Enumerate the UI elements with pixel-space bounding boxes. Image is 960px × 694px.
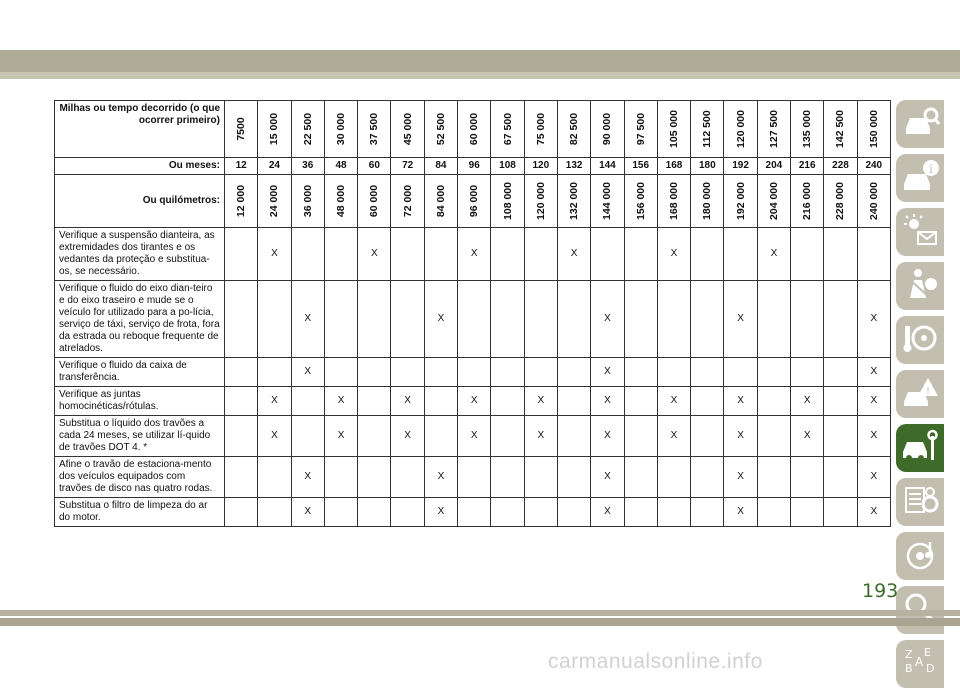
service-mark <box>691 358 724 387</box>
service-mark <box>824 387 857 416</box>
km-header-cell <box>824 175 857 228</box>
miles-header-text: 37 500 <box>368 112 381 146</box>
service-mark <box>458 498 491 527</box>
svg-text:A: A <box>915 654 924 669</box>
tab-specifications-gear[interactable] <box>896 478 944 526</box>
service-mark <box>791 457 824 498</box>
miles-header-text: 67 500 <box>501 112 514 146</box>
km-header-text: 204 000 <box>767 182 780 220</box>
months-header-cell: 24 <box>258 158 291 175</box>
multimedia-music-icon <box>900 534 940 579</box>
miles-header-cell <box>724 101 757 158</box>
service-mark <box>225 358 258 387</box>
service-mark: X <box>391 416 424 457</box>
service-mark <box>225 228 258 281</box>
months-header-cell: 108 <box>491 158 524 175</box>
service-mark <box>491 498 524 527</box>
service-mark <box>424 228 457 281</box>
months-header-cell: 228 <box>824 158 857 175</box>
km-header-cell <box>524 175 557 228</box>
service-mark <box>624 228 657 281</box>
months-header-cell: 192 <box>724 158 757 175</box>
service-mark <box>857 228 890 281</box>
km-header-cell <box>557 175 590 228</box>
service-mark: X <box>324 416 357 457</box>
months-header-cell: 240 <box>857 158 890 175</box>
miles-header-text: 105 000 <box>668 110 680 148</box>
km-header-text: 180 000 <box>701 182 714 220</box>
service-mark <box>391 228 424 281</box>
service-mark <box>458 358 491 387</box>
miles-header-cell <box>757 101 790 158</box>
service-mark: X <box>724 281 757 358</box>
miles-header-text: 52 500 <box>434 112 447 146</box>
service-mark <box>691 498 724 527</box>
service-mark: X <box>324 387 357 416</box>
months-header-cell: 48 <box>324 158 357 175</box>
service-mark <box>424 387 457 416</box>
service-mark: X <box>291 498 324 527</box>
service-mark: X <box>258 416 291 457</box>
months-header-cell: 96 <box>458 158 491 175</box>
service-mark: X <box>791 387 824 416</box>
service-mark <box>757 281 790 358</box>
service-mark <box>258 498 291 527</box>
service-mark <box>524 457 557 498</box>
service-mark: X <box>857 457 890 498</box>
service-mark <box>691 281 724 358</box>
maintenance-schedule-table <box>54 100 891 527</box>
service-mark <box>225 498 258 527</box>
miles-header-text: 142 500 <box>834 110 847 148</box>
service-mark: X <box>857 281 890 358</box>
tab-car-info[interactable] <box>896 154 944 202</box>
watermark: carmanualsonline.info <box>548 650 763 673</box>
service-mark <box>557 358 590 387</box>
service-mark: X <box>724 457 757 498</box>
km-header-cell <box>791 175 824 228</box>
km-header-cell <box>258 175 291 228</box>
miles-header-cell <box>491 101 524 158</box>
service-mark: X <box>724 498 757 527</box>
service-mark: X <box>791 416 824 457</box>
service-mark <box>491 281 524 358</box>
service-mark <box>691 457 724 498</box>
km-header-row <box>55 175 891 228</box>
alphabet-index-icon <box>900 642 940 687</box>
service-mark <box>757 457 790 498</box>
service-description: Verifique as juntas homocinéticas/rótulas. <box>55 387 225 416</box>
svg-text:B: B <box>905 661 913 675</box>
service-mark <box>291 387 324 416</box>
service-mark <box>557 498 590 527</box>
top-decor-band <box>0 50 960 72</box>
table-row <box>55 387 891 416</box>
service-mark <box>358 457 391 498</box>
service-description: Verifique a suspensão dianteira, as extremidades dos tirantes e os vedantes da proteção e substitua-os, se necessário. <box>55 228 225 281</box>
service-mark: X <box>591 416 624 457</box>
km-header-text: 120 000 <box>534 182 547 220</box>
service-mark <box>691 416 724 457</box>
miles-header-cell <box>225 101 258 158</box>
seatbelt-airbag-icon <box>900 264 940 309</box>
miles-header-cell <box>391 101 424 158</box>
service-mark <box>624 387 657 416</box>
tab-steering-wheel-key[interactable] <box>896 316 944 364</box>
km-header-text: 228 000 <box>834 182 847 220</box>
service-mark <box>391 358 424 387</box>
miles-header-cell <box>258 101 291 158</box>
months-header-cell: 168 <box>657 158 690 175</box>
km-header-label: Ou quilómetros: <box>55 175 225 228</box>
service-mark: X <box>291 457 324 498</box>
service-mark <box>824 281 857 358</box>
months-header-label: Ou meses: <box>55 158 225 175</box>
miles-header-cell <box>591 101 624 158</box>
months-header-cell: 180 <box>691 158 724 175</box>
miles-header-cell <box>524 101 557 158</box>
service-mark: X <box>591 358 624 387</box>
service-mark: X <box>591 457 624 498</box>
miles-header-cell <box>824 101 857 158</box>
miles-header-cell <box>358 101 391 158</box>
miles-header-text: 82 500 <box>568 112 581 146</box>
table-row <box>55 457 891 498</box>
tab-warning-light-message[interactable] <box>896 208 944 256</box>
service-description: Verifique o fluido do eixo dian-teiro e do eixo traseiro e mude se o veículo for utilizado para a po-lícia, serviço de táxi, serviço de frota, fora da estrada ou reboque frequente de atrelados. <box>55 281 225 358</box>
service-mark: X <box>857 416 890 457</box>
service-mark <box>691 228 724 281</box>
car-wrench-icon <box>900 426 940 471</box>
service-mark: X <box>424 498 457 527</box>
service-mark <box>591 228 624 281</box>
miles-header-text: 15 000 <box>268 112 281 146</box>
service-mark <box>291 416 324 457</box>
km-header-text: 12 000 <box>235 184 248 218</box>
service-mark <box>324 358 357 387</box>
service-mark <box>324 281 357 358</box>
miles-header-label: Milhas ou tempo decorrido (o que ocorrer primeiro) <box>55 101 225 158</box>
service-mark <box>491 228 524 281</box>
car-hazard-icon <box>900 372 940 417</box>
km-header-text: 240 000 <box>867 182 880 220</box>
service-mark <box>424 358 457 387</box>
service-description: Substitua o líquido dos travões a cada 24 meses, se utilizar lí-quido de travões DOT 4. * <box>55 416 225 457</box>
service-mark <box>757 416 790 457</box>
service-mark: X <box>258 228 291 281</box>
km-header-cell <box>757 175 790 228</box>
km-header-cell <box>291 175 324 228</box>
service-mark <box>624 457 657 498</box>
km-header-text: 84 000 <box>434 184 447 218</box>
miles-header-cell <box>657 101 690 158</box>
chapter-tabs <box>896 100 944 694</box>
service-mark <box>258 358 291 387</box>
service-mark <box>225 281 258 358</box>
service-mark <box>724 228 757 281</box>
page-number: 193 <box>862 580 899 602</box>
car-info-icon <box>900 156 940 201</box>
miles-header-cell <box>624 101 657 158</box>
table-row <box>55 228 891 281</box>
service-mark: X <box>724 387 757 416</box>
service-mark <box>491 387 524 416</box>
miles-header-text: 97 500 <box>634 112 647 146</box>
service-mark: X <box>657 416 690 457</box>
bottom-decor-band-dark <box>0 618 960 626</box>
km-header-cell <box>724 175 757 228</box>
service-mark: X <box>524 387 557 416</box>
service-mark <box>491 358 524 387</box>
service-mark <box>524 228 557 281</box>
miles-header-text: 45 000 <box>401 112 414 146</box>
service-mark <box>391 457 424 498</box>
svg-text:Z: Z <box>905 647 913 661</box>
miles-header-cell <box>324 101 357 158</box>
service-mark: X <box>424 457 457 498</box>
service-mark <box>791 281 824 358</box>
top-margin <box>0 0 960 50</box>
km-header-cell <box>358 175 391 228</box>
service-mark: X <box>724 416 757 457</box>
km-header-text: 168 000 <box>668 182 680 220</box>
miles-header-cell <box>691 101 724 158</box>
service-mark <box>491 457 524 498</box>
km-header-cell <box>657 175 690 228</box>
tab-car-wrench[interactable] <box>896 424 944 472</box>
service-mark: X <box>657 228 690 281</box>
km-header-cell <box>591 175 624 228</box>
miles-header-text: 112 500 <box>701 110 714 148</box>
service-mark: X <box>657 387 690 416</box>
miles-header-text: 90 000 <box>601 112 614 146</box>
months-header-cell: 12 <box>225 158 258 175</box>
svg-text:i: i <box>929 161 933 176</box>
specifications-gear-icon <box>900 480 940 525</box>
service-mark: X <box>857 387 890 416</box>
tab-alphabet-index[interactable] <box>896 640 944 688</box>
service-description: Substitua o filtro de limpeza do ar do motor. <box>55 498 225 527</box>
warning-light-message-icon <box>900 210 940 255</box>
miles-header-cell <box>557 101 590 158</box>
service-mark: X <box>591 498 624 527</box>
service-mark <box>491 416 524 457</box>
service-mark <box>524 498 557 527</box>
service-mark <box>757 387 790 416</box>
service-mark <box>557 281 590 358</box>
service-mark <box>624 358 657 387</box>
service-mark: X <box>857 498 890 527</box>
tab-car-magnifier[interactable] <box>896 100 944 148</box>
miles-header-row <box>55 101 891 158</box>
months-header-cell: 120 <box>524 158 557 175</box>
service-mark <box>324 457 357 498</box>
service-mark <box>657 457 690 498</box>
top-decor-band-light <box>0 72 960 79</box>
km-header-cell <box>391 175 424 228</box>
km-header-cell <box>324 175 357 228</box>
miles-header-text: 135 000 <box>801 110 814 148</box>
service-mark <box>791 358 824 387</box>
service-mark <box>258 457 291 498</box>
table-row <box>55 281 891 358</box>
service-mark <box>824 498 857 527</box>
service-mark <box>358 358 391 387</box>
miles-header-text: 127 500 <box>767 110 780 148</box>
km-header-text: 216 000 <box>801 182 814 220</box>
tab-multimedia-music[interactable] <box>896 532 944 580</box>
service-mark <box>624 498 657 527</box>
km-header-text: 36 000 <box>301 184 314 218</box>
service-mark <box>458 457 491 498</box>
service-mark: X <box>391 387 424 416</box>
service-mark: X <box>857 358 890 387</box>
service-mark: X <box>591 281 624 358</box>
service-mark: X <box>524 416 557 457</box>
service-mark <box>324 498 357 527</box>
km-header-text: 48 000 <box>335 184 348 218</box>
miles-header-cell <box>857 101 890 158</box>
service-mark <box>258 281 291 358</box>
service-mark <box>424 416 457 457</box>
service-mark <box>458 281 491 358</box>
service-mark <box>225 416 258 457</box>
km-header-text: 60 000 <box>368 184 381 218</box>
miles-header-text: 7500 <box>235 117 248 141</box>
service-mark <box>291 228 324 281</box>
km-header-cell <box>491 175 524 228</box>
service-mark <box>824 416 857 457</box>
miles-header-cell <box>458 101 491 158</box>
service-mark <box>691 387 724 416</box>
months-header-cell: 36 <box>291 158 324 175</box>
km-header-cell <box>624 175 657 228</box>
km-header-text: 132 000 <box>568 182 581 220</box>
km-header-text: 144 000 <box>601 182 614 220</box>
km-header-cell <box>458 175 491 228</box>
months-header-cell: 84 <box>424 158 457 175</box>
svg-text:D: D <box>926 661 935 675</box>
service-mark: X <box>591 387 624 416</box>
service-mark: X <box>557 228 590 281</box>
service-mark: X <box>291 281 324 358</box>
miles-header-cell <box>291 101 324 158</box>
service-mark <box>657 281 690 358</box>
months-header-cell: 72 <box>391 158 424 175</box>
service-mark: X <box>757 228 790 281</box>
service-mark: X <box>358 228 391 281</box>
miles-header-text: 60 000 <box>468 112 481 146</box>
service-description: Verifique o fluido da caixa de transferência. <box>55 358 225 387</box>
service-mark <box>225 387 258 416</box>
service-mark <box>757 358 790 387</box>
service-mark: X <box>424 281 457 358</box>
service-mark <box>391 281 424 358</box>
service-description: Afine o travão de estaciona-mento dos veículos equipados com travões de disco nas quatro rodas. <box>55 457 225 498</box>
service-mark <box>324 228 357 281</box>
months-header-cell: 204 <box>757 158 790 175</box>
service-mark <box>358 416 391 457</box>
table-row <box>55 358 891 387</box>
km-header-cell <box>691 175 724 228</box>
km-header-cell <box>857 175 890 228</box>
service-mark <box>358 387 391 416</box>
service-mark <box>657 498 690 527</box>
service-mark <box>624 416 657 457</box>
km-header-text: 24 000 <box>268 184 281 218</box>
service-mark <box>791 228 824 281</box>
service-mark <box>358 498 391 527</box>
km-header-text: 192 000 <box>734 182 747 220</box>
miles-header-text: 75 000 <box>534 112 547 146</box>
months-header-cell: 60 <box>358 158 391 175</box>
months-header-cell: 132 <box>557 158 590 175</box>
service-mark <box>524 358 557 387</box>
service-mark: X <box>458 228 491 281</box>
service-mark <box>624 281 657 358</box>
service-mark <box>557 387 590 416</box>
km-header-text: 156 000 <box>634 182 647 220</box>
miles-header-text: 120 000 <box>734 110 747 148</box>
service-mark <box>391 498 424 527</box>
car-magnifier-icon <box>900 102 940 147</box>
service-mark <box>824 228 857 281</box>
service-mark <box>791 498 824 527</box>
months-header-cell: 216 <box>791 158 824 175</box>
km-header-text: 108 000 <box>501 182 514 220</box>
service-mark: X <box>258 387 291 416</box>
service-mark <box>824 358 857 387</box>
miles-header-cell <box>424 101 457 158</box>
months-header-row <box>55 158 891 175</box>
service-mark <box>225 457 258 498</box>
service-mark <box>358 281 391 358</box>
service-mark <box>557 457 590 498</box>
service-mark <box>824 457 857 498</box>
service-mark <box>724 358 757 387</box>
km-header-text: 72 000 <box>401 184 414 218</box>
svg-text:E: E <box>924 645 931 659</box>
tab-car-hazard[interactable] <box>896 370 944 418</box>
months-header-cell: 156 <box>624 158 657 175</box>
km-header-cell <box>424 175 457 228</box>
table-row <box>55 416 891 457</box>
svg-text:!: ! <box>926 385 931 397</box>
miles-header-text: 150 000 <box>867 110 880 148</box>
km-header-cell <box>225 175 258 228</box>
bottom-decor-band <box>0 610 960 616</box>
service-mark: X <box>291 358 324 387</box>
service-mark: X <box>458 416 491 457</box>
service-mark <box>557 416 590 457</box>
service-mark: X <box>458 387 491 416</box>
miles-header-text: 22 500 <box>301 112 314 146</box>
miles-header-cell <box>791 101 824 158</box>
months-header-cell: 144 <box>591 158 624 175</box>
service-mark <box>657 358 690 387</box>
steering-wheel-key-icon <box>900 318 940 363</box>
service-mark <box>524 281 557 358</box>
tab-seatbelt-airbag[interactable] <box>896 262 944 310</box>
km-header-text: 96 000 <box>468 184 481 218</box>
table-row <box>55 498 891 527</box>
miles-header-text: 30 000 <box>335 112 348 146</box>
service-mark <box>757 498 790 527</box>
